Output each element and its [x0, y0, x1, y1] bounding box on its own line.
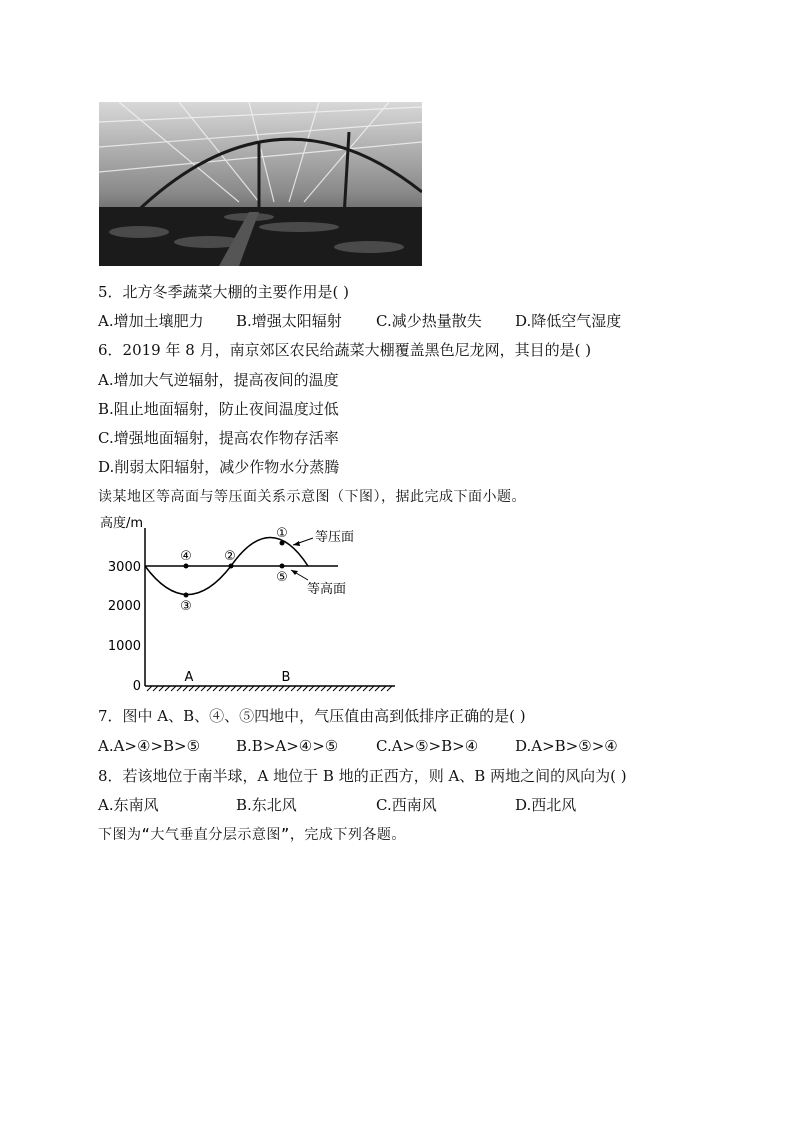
- y-axis-label: 高度/m: [100, 516, 144, 531]
- q5-option-c[interactable]: C.减少热量散失: [376, 312, 482, 330]
- q8-option-a[interactable]: A.东南风: [98, 796, 159, 814]
- q8-stem: 8．若该地位于南半球，A 地位于 B 地的正西方，则 A、B 两地之间的风向为( ): [98, 767, 627, 785]
- point-3-label: ③: [180, 599, 192, 614]
- q7-stem: 7．图中 A、B、④、⑤四地中，气压值由高到低排序正确的是( ): [98, 707, 526, 725]
- y-tick-2000: 2000: [107, 599, 141, 614]
- y-tick-3000: 3000: [107, 560, 141, 575]
- point-1-dot: [280, 541, 285, 546]
- isobar-diagram: [95, 510, 405, 695]
- q8-option-c[interactable]: C.西南风: [376, 796, 437, 814]
- x-label-a: A: [184, 670, 194, 685]
- q7-option-c[interactable]: C.A>⑤>B>④: [376, 737, 479, 755]
- x-label-b: B: [281, 670, 291, 685]
- q5-option-d[interactable]: D.降低空气湿度: [515, 312, 622, 330]
- intro-isobar: 读某地区等高面与等压面关系示意图（下图），据此完成下面小题。: [98, 489, 526, 505]
- y-tick-0: 0: [132, 679, 141, 694]
- point-4-dot: [184, 564, 189, 569]
- contour-label: 等高面: [307, 582, 347, 597]
- point-1-label: ①: [276, 526, 288, 541]
- q6-option-b[interactable]: B.阻止地面辐射，防止夜间温度过低: [98, 400, 339, 418]
- point-4-label: ④: [180, 549, 192, 564]
- point-2-dot: [229, 564, 234, 569]
- intro-atmosphere: 下图为“大气垂直分层示意图”，完成下列各题。: [98, 827, 406, 843]
- q8-option-b[interactable]: B.东北风: [236, 796, 297, 814]
- q8-option-d[interactable]: D.西北风: [515, 796, 577, 814]
- q5-stem: 5．北方冬季蔬菜大棚的主要作用是( ): [98, 283, 350, 301]
- isobar-label: 等压面: [315, 530, 355, 545]
- greenhouse-photo: [99, 102, 422, 266]
- q5-option-a[interactable]: A.增加土壤肥力: [98, 312, 204, 330]
- point-5-dot: [280, 564, 285, 569]
- q7-option-a[interactable]: A.A>④>B>⑤: [98, 737, 201, 755]
- point-5-label: ⑤: [276, 570, 288, 585]
- y-tick-1000: 1000: [107, 639, 141, 654]
- q7-option-d[interactable]: D.A>B>⑤>④: [515, 737, 618, 755]
- point-3-dot: [184, 593, 189, 598]
- q5-option-b[interactable]: B.增强太阳辐射: [236, 312, 342, 330]
- point-2-label: ②: [224, 549, 236, 564]
- q7-option-b[interactable]: B.B>A>④>⑤: [236, 737, 339, 755]
- q6-stem: 6．2019 年 8 月，南京郊区农民给蔬菜大棚覆盖黑色尼龙网，其目的是( ): [98, 341, 592, 359]
- q6-option-a[interactable]: A.增加大气逆辐射，提高夜间的温度: [98, 371, 339, 389]
- q6-option-c[interactable]: C.增强地面辐射，提高农作物存活率: [98, 429, 339, 447]
- q6-option-d[interactable]: D.削弱太阳辐射，减少作物水分蒸腾: [98, 458, 340, 476]
